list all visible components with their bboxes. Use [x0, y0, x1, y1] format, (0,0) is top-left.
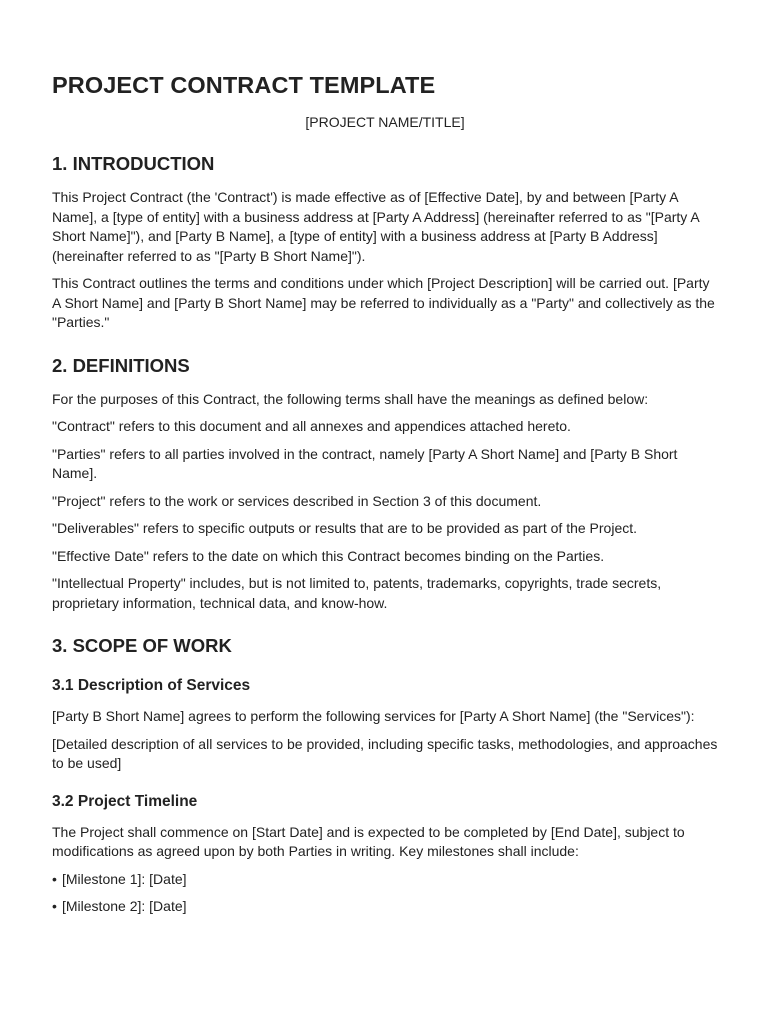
paragraph: The Project shall commence on [Start Date] and is expected to be completed by [End Date], subject to modifications as agreed upon by both Parties in writing. Key milestones shall include:: [52, 823, 685, 859]
paragraph: [Detailed description of all services to be provided, including specific tasks, methodologies, and approaches to be used]: [52, 735, 718, 771]
definition-item: "Contract" refers to this document and all annexes and appendices attached hereto.: [52, 418, 571, 434]
definition-item: "Deliverables" refers to specific outputs or results that are to be provided as part of the Project.: [52, 520, 638, 536]
section-introduction: [52, 152, 718, 333]
definition-item: "Intellectual Property" includes, but is not limited to, patents, trademarks, copyrights, trade secrets, proprietary information, technical data, and know-how.: [52, 575, 662, 611]
definition-item: "Project" refers to the work or services described in Section 3 of this document.: [52, 492, 542, 509]
subsection-heading-services: 3.1 Description of Services: [52, 677, 251, 694]
section-heading-introduction: 1. INTRODUCTION: [52, 153, 215, 174]
section-definitions: [52, 354, 718, 614]
section-heading-scope: 3. SCOPE OF WORK: [52, 635, 232, 656]
document-title: PROJECT CONTRACT TEMPLATE: [52, 72, 436, 98]
milestone-item: • [Milestone 1]: [Date]: [52, 870, 718, 890]
document-page: [52, 70, 718, 917]
section-scope-of-work: [52, 634, 718, 917]
paragraph: This Project Contract (the 'Contract') is made effective as of [Effective Date], by and between [Party A Name], a [type of entity] with a business address at [Party A Address] (hereinafter referred to as "[Party A Short Name]"), and [Party B Name], a [type of entity] with a business address at [Party B Address] (hereinafter referred to as "[Party B Short Name]").: [52, 189, 699, 264]
paragraph: This Contract outlines the terms and conditions under which [Project Description] will be carried out. [Party A Short Name] and [Party B Short Name] may be referred to individually as a "Party" and collectively as the "Parties.": [52, 275, 715, 330]
document-subtitle: [PROJECT NAME/TITLE]: [305, 114, 465, 130]
milestone-item: • [Milestone 2]: [Date]: [52, 897, 718, 917]
definition-item: "Effective Date" refers to the date on which this Contract becomes binding on the Parties.: [52, 547, 605, 564]
section-heading-definitions: 2. DEFINITIONS: [52, 354, 190, 376]
paragraph: [Party B Short Name] agrees to perform the following services for [Party A Short Name] (the "Services"):: [52, 708, 695, 724]
definitions-intro: For the purposes of this Contract, the following terms shall have the meanings as defined below:: [52, 390, 649, 407]
definition-item: "Parties" refers to all parties involved in the contract, namely [Party A Short Name] and [Party B Short Name].: [52, 445, 678, 481]
subsection-heading-timeline: 3.2 Project Timeline: [52, 792, 198, 810]
